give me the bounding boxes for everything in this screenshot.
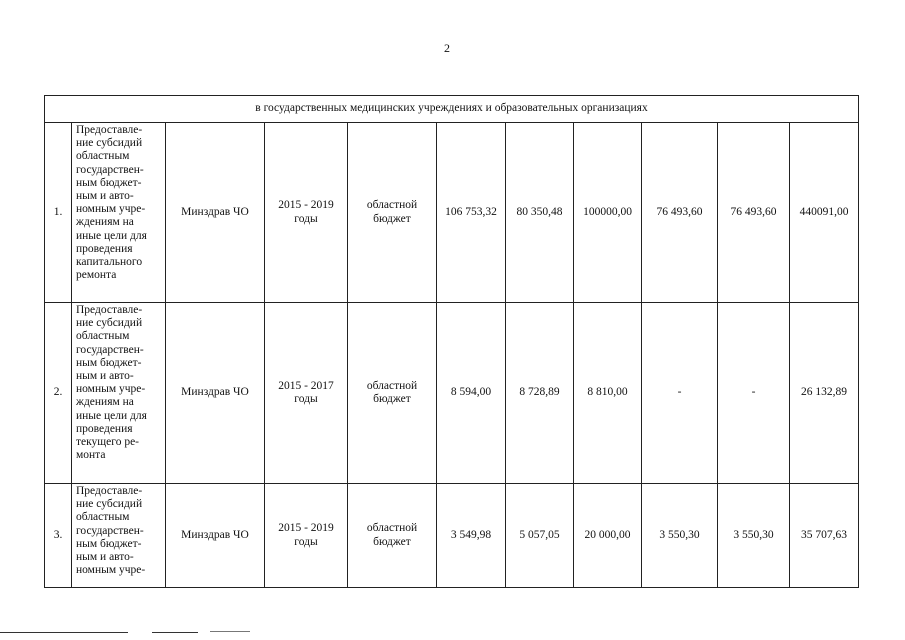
amount-cell: 8 810,00	[574, 303, 642, 484]
amount-cell: 20 000,00	[574, 484, 642, 588]
table-row	[45, 303, 859, 484]
amount-cell: 76 493,60	[642, 123, 718, 303]
amount-cell: 8 728,89	[506, 303, 574, 484]
amount-cell: 106 753,32	[437, 123, 506, 303]
section-header-row	[45, 96, 859, 123]
amount-cell: 3 550,30	[718, 484, 790, 588]
total-cell: 440091,00	[790, 123, 859, 303]
amount-cell: 5 057,05	[506, 484, 574, 588]
funding-source: областной бюджет	[348, 123, 437, 303]
row-number: 3.	[45, 484, 72, 588]
amount-cell: 3 550,30	[642, 484, 718, 588]
measure-description: Предоставле- ние субсидий областным государствен- ным бюджет- ным и авто- номным учре-	[72, 484, 166, 588]
amount-cell: -	[642, 303, 718, 484]
period: 2015 - 2019 годы	[265, 484, 348, 588]
table-row	[45, 123, 859, 303]
amount-cell: 80 350,48	[506, 123, 574, 303]
total-cell: 26 132,89	[790, 303, 859, 484]
amount-cell: -	[718, 303, 790, 484]
row-number: 1.	[45, 123, 72, 303]
period: 2015 - 2017 годы	[265, 303, 348, 484]
executor: Минздрав ЧО	[166, 123, 265, 303]
funding-source: областной бюджет	[348, 303, 437, 484]
measure-description: Предоставле- ние субсидий областным государствен- ным бюджет- ным и авто- номным учре- ждениям на иные цели для проведения капитального ремонта	[72, 123, 166, 303]
amount-cell: 8 594,00	[437, 303, 506, 484]
table-row	[45, 484, 859, 588]
amount-cell: 76 493,60	[718, 123, 790, 303]
period: 2015 - 2019 годы	[265, 123, 348, 303]
funding-source: областной бюджет	[348, 484, 437, 588]
section-header: в государственных медицинских учреждениях и образовательных организациях	[45, 96, 859, 123]
row-number: 2.	[45, 303, 72, 484]
executor: Минздрав ЧО	[166, 484, 265, 588]
executor: Минздрав ЧО	[166, 303, 265, 484]
total-cell: 35 707,63	[790, 484, 859, 588]
scan-artifact-lines	[0, 628, 905, 640]
measure-description: Предоставле- ние субсидий областным государствен- ным бюджет- ным и авто- номным учре- ждениям на иные цели для проведения текущего ре- монта	[72, 303, 166, 484]
amount-cell: 100000,00	[574, 123, 642, 303]
amount-cell: 3 549,98	[437, 484, 506, 588]
page-number: 2	[444, 41, 450, 55]
program-table	[44, 95, 859, 588]
